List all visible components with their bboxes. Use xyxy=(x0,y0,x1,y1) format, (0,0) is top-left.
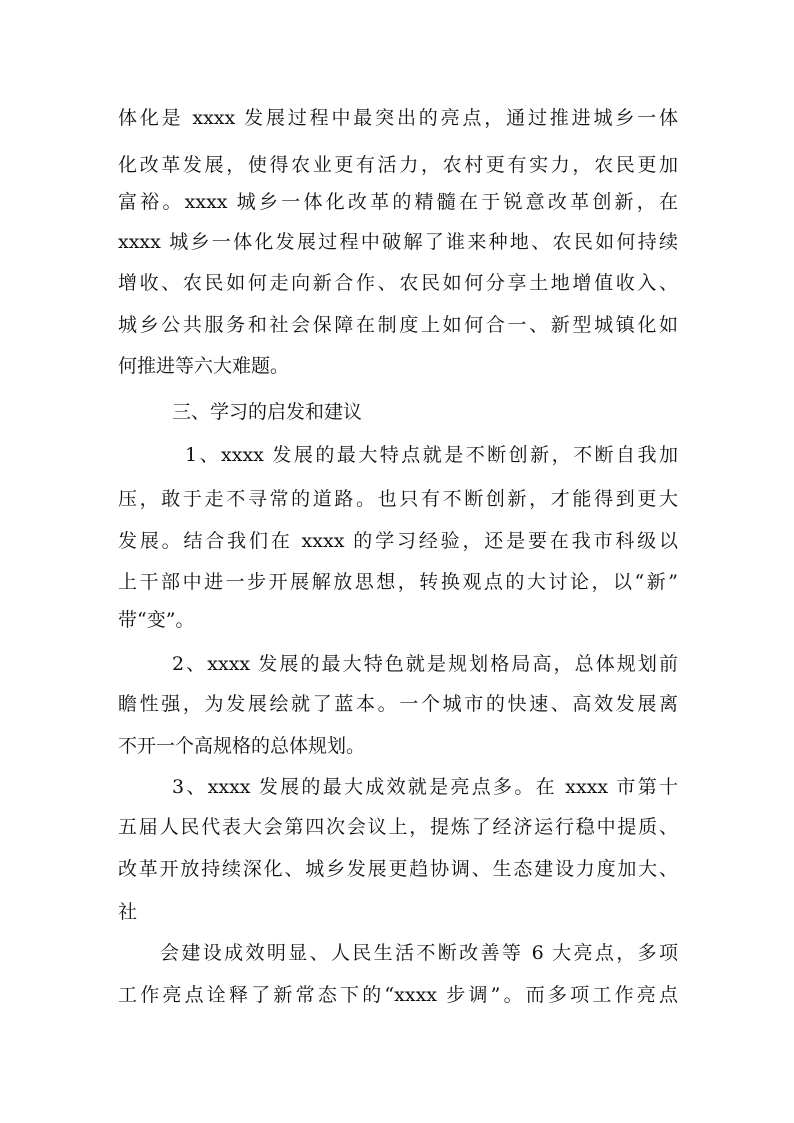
item-1-line: 上干部中进一步开展解放思想，转换观点的大讨论，以“新” xyxy=(118,571,678,593)
paragraph-line: 工作亮点诠释了新常态下的“xxxx 步调”。而多项工作亮点 xyxy=(118,984,678,1006)
section-heading: 三、学习的启发和建议 xyxy=(172,401,363,423)
paragraph-line: 体化是 xxxx 发展过程中最突出的亮点，通过推进城乡一体 xyxy=(118,107,678,129)
item-3-line: 3、xxxx 发展的最大成效就是亮点多。在 xxxx 市第十 xyxy=(172,776,678,798)
item-2-line: 瞻性强，为发展绘就了蓝本。一个城市的快速、高效发展离 xyxy=(118,693,678,715)
item-3-line: 社 xyxy=(118,901,138,923)
paragraph-line: 城乡公共服务和社会保障在制度上如何合一、新型城镇化如 xyxy=(118,314,678,336)
item-1-line: 带“变”。 xyxy=(118,609,195,631)
paragraph-line: 会建设成效明显、人民生活不断改善等 6 大亮点，多项 xyxy=(160,942,678,964)
item-1-line: 发展。结合我们在 xxxx 的学习经验，还是要在我市科级以 xyxy=(118,530,678,552)
item-2-line: 2、xxxx 发展的最大特色就是规划格局高，总体规划前 xyxy=(172,653,678,675)
item-1-line: 压，敢于走不寻常的道路。也只有不断创新，才能得到更大 xyxy=(118,488,678,510)
paragraph-line: 何推进等六大难题。 xyxy=(118,355,290,377)
item-2-line: 不开一个高规格的总体规划。 xyxy=(118,735,366,757)
paragraph-line: 富裕。xxxx 城乡一体化改革的精髓在于锐意改革创新，在 xyxy=(118,191,678,213)
item-1-line: 1、xxxx 发展的最大特点就是不断创新，不断自我加 xyxy=(185,444,678,466)
item-3-line: 五届人民代表大会第四次会议上，提炼了经济运行稳中提质、 xyxy=(118,816,678,838)
paragraph-line: 化改革发展，使得农业更有活力，农村更有实力，农民更加 xyxy=(118,154,678,176)
item-3-line: 改革开放持续深化、城乡发展更趋协调、生态建设力度加大、 xyxy=(118,858,678,880)
paragraph-line: 增收、农民如何走向新合作、农民如何分享土地增值收入、 xyxy=(118,272,678,294)
paragraph-line: xxxx 城乡一体化发展过程中破解了谁来种地、农民如何持续 xyxy=(118,231,678,253)
